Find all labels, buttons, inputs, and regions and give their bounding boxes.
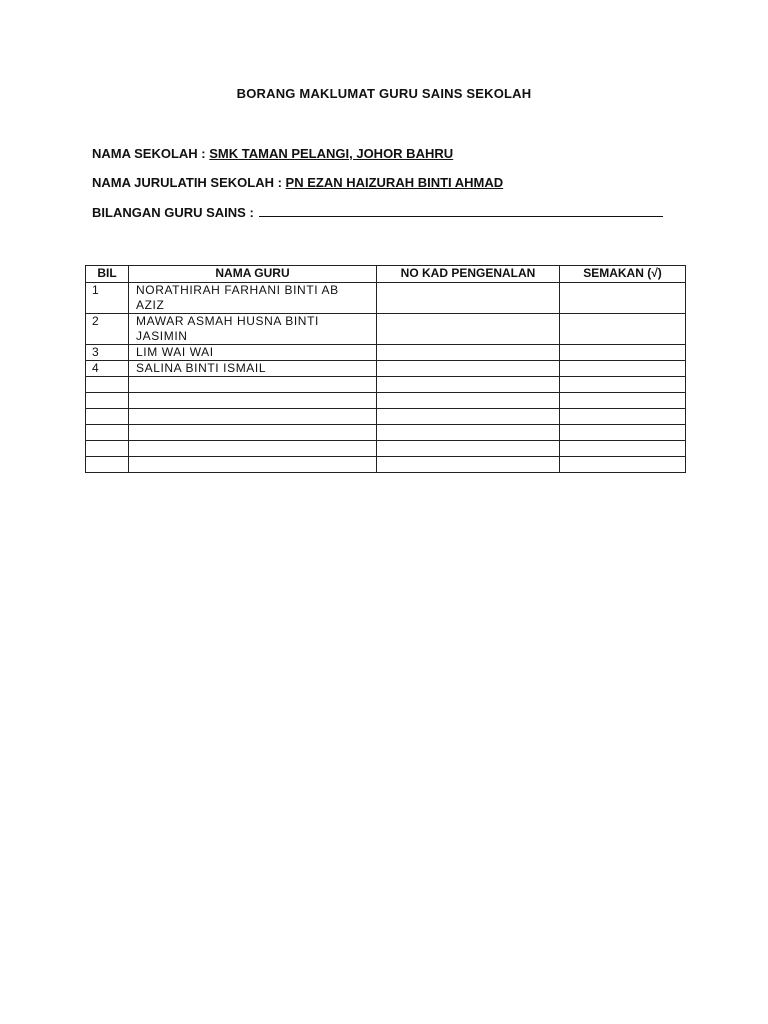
cell-bil: 4: [86, 361, 129, 377]
school-label: NAMA SEKOLAH :: [92, 146, 210, 161]
cell-nama-guru: NORATHIRAH FARHANI BINTI AB AZIZ: [129, 283, 377, 314]
cell-semakan: [560, 393, 686, 409]
cell-no-kad-pengenalan: [377, 409, 560, 425]
cell-semakan: [560, 457, 686, 473]
table-row: [86, 457, 686, 473]
table-row: [86, 283, 686, 314]
school-field: [92, 146, 453, 161]
cell-bil: 3: [86, 345, 129, 361]
cell-semakan: [560, 283, 686, 314]
cell-semakan: [560, 441, 686, 457]
header-nama-guru: NAMA GURU: [129, 266, 377, 283]
cell-bil: [86, 393, 129, 409]
cell-no-kad-pengenalan: [377, 457, 560, 473]
table-row: [86, 393, 686, 409]
cell-bil: [86, 425, 129, 441]
table-header-row: [86, 266, 686, 283]
header-bil: BIL: [86, 266, 129, 283]
cell-no-kad-pengenalan: [377, 314, 560, 345]
cell-no-kad-pengenalan: [377, 441, 560, 457]
header-semakan: SEMAKAN (√): [560, 266, 686, 283]
school-value: SMK TAMAN PELANGI, JOHOR BAHRU: [209, 146, 454, 161]
table-row: [86, 314, 686, 345]
cell-no-kad-pengenalan: [377, 393, 560, 409]
teacher-count-blank: [259, 205, 663, 217]
table-row: [86, 361, 686, 377]
cell-nama-guru: [129, 425, 377, 441]
cell-no-kad-pengenalan: [377, 283, 560, 314]
table-row: [86, 345, 686, 361]
cell-bil: [86, 457, 129, 473]
cell-semakan: [560, 361, 686, 377]
cell-nama-guru: [129, 377, 377, 393]
cell-bil: [86, 441, 129, 457]
cell-nama-guru: LIM WAI WAI: [129, 345, 377, 361]
cell-nama-guru: [129, 441, 377, 457]
cell-no-kad-pengenalan: [377, 361, 560, 377]
cell-no-kad-pengenalan: [377, 345, 560, 361]
trainer-value: PN EZAN HAIZURAH BINTI AHMAD: [285, 175, 504, 190]
table-row: [86, 441, 686, 457]
cell-no-kad-pengenalan: [377, 425, 560, 441]
table-row: [86, 409, 686, 425]
cell-no-kad-pengenalan: [377, 377, 560, 393]
trainer-label: NAMA JURULATIH SEKOLAH :: [92, 175, 286, 190]
teacher-table: [85, 265, 686, 473]
cell-nama-guru: [129, 393, 377, 409]
cell-nama-guru: [129, 409, 377, 425]
cell-nama-guru: MAWAR ASMAH HUSNA BINTI JASIMIN: [129, 314, 377, 345]
table-row: [86, 425, 686, 441]
trainer-field: [92, 175, 503, 190]
cell-bil: [86, 377, 129, 393]
table-row: [86, 377, 686, 393]
cell-semakan: [560, 409, 686, 425]
cell-semakan: [560, 314, 686, 345]
cell-semakan: [560, 425, 686, 441]
header-no-kad-pengenalan: NO KAD PENGENALAN: [377, 266, 560, 283]
cell-semakan: [560, 377, 686, 393]
cell-nama-guru: SALINA BINTI ISMAIL: [129, 361, 377, 377]
cell-bil: 1: [86, 283, 129, 314]
teacher-count-field: [92, 205, 663, 220]
cell-bil: 2: [86, 314, 129, 345]
teacher-count-label: BILANGAN GURU SAINS :: [92, 205, 258, 220]
form-title: BORANG MAKLUMAT GURU SAINS SEKOLAH: [236, 86, 532, 101]
cell-semakan: [560, 345, 686, 361]
cell-nama-guru: [129, 457, 377, 473]
cell-bil: [86, 409, 129, 425]
